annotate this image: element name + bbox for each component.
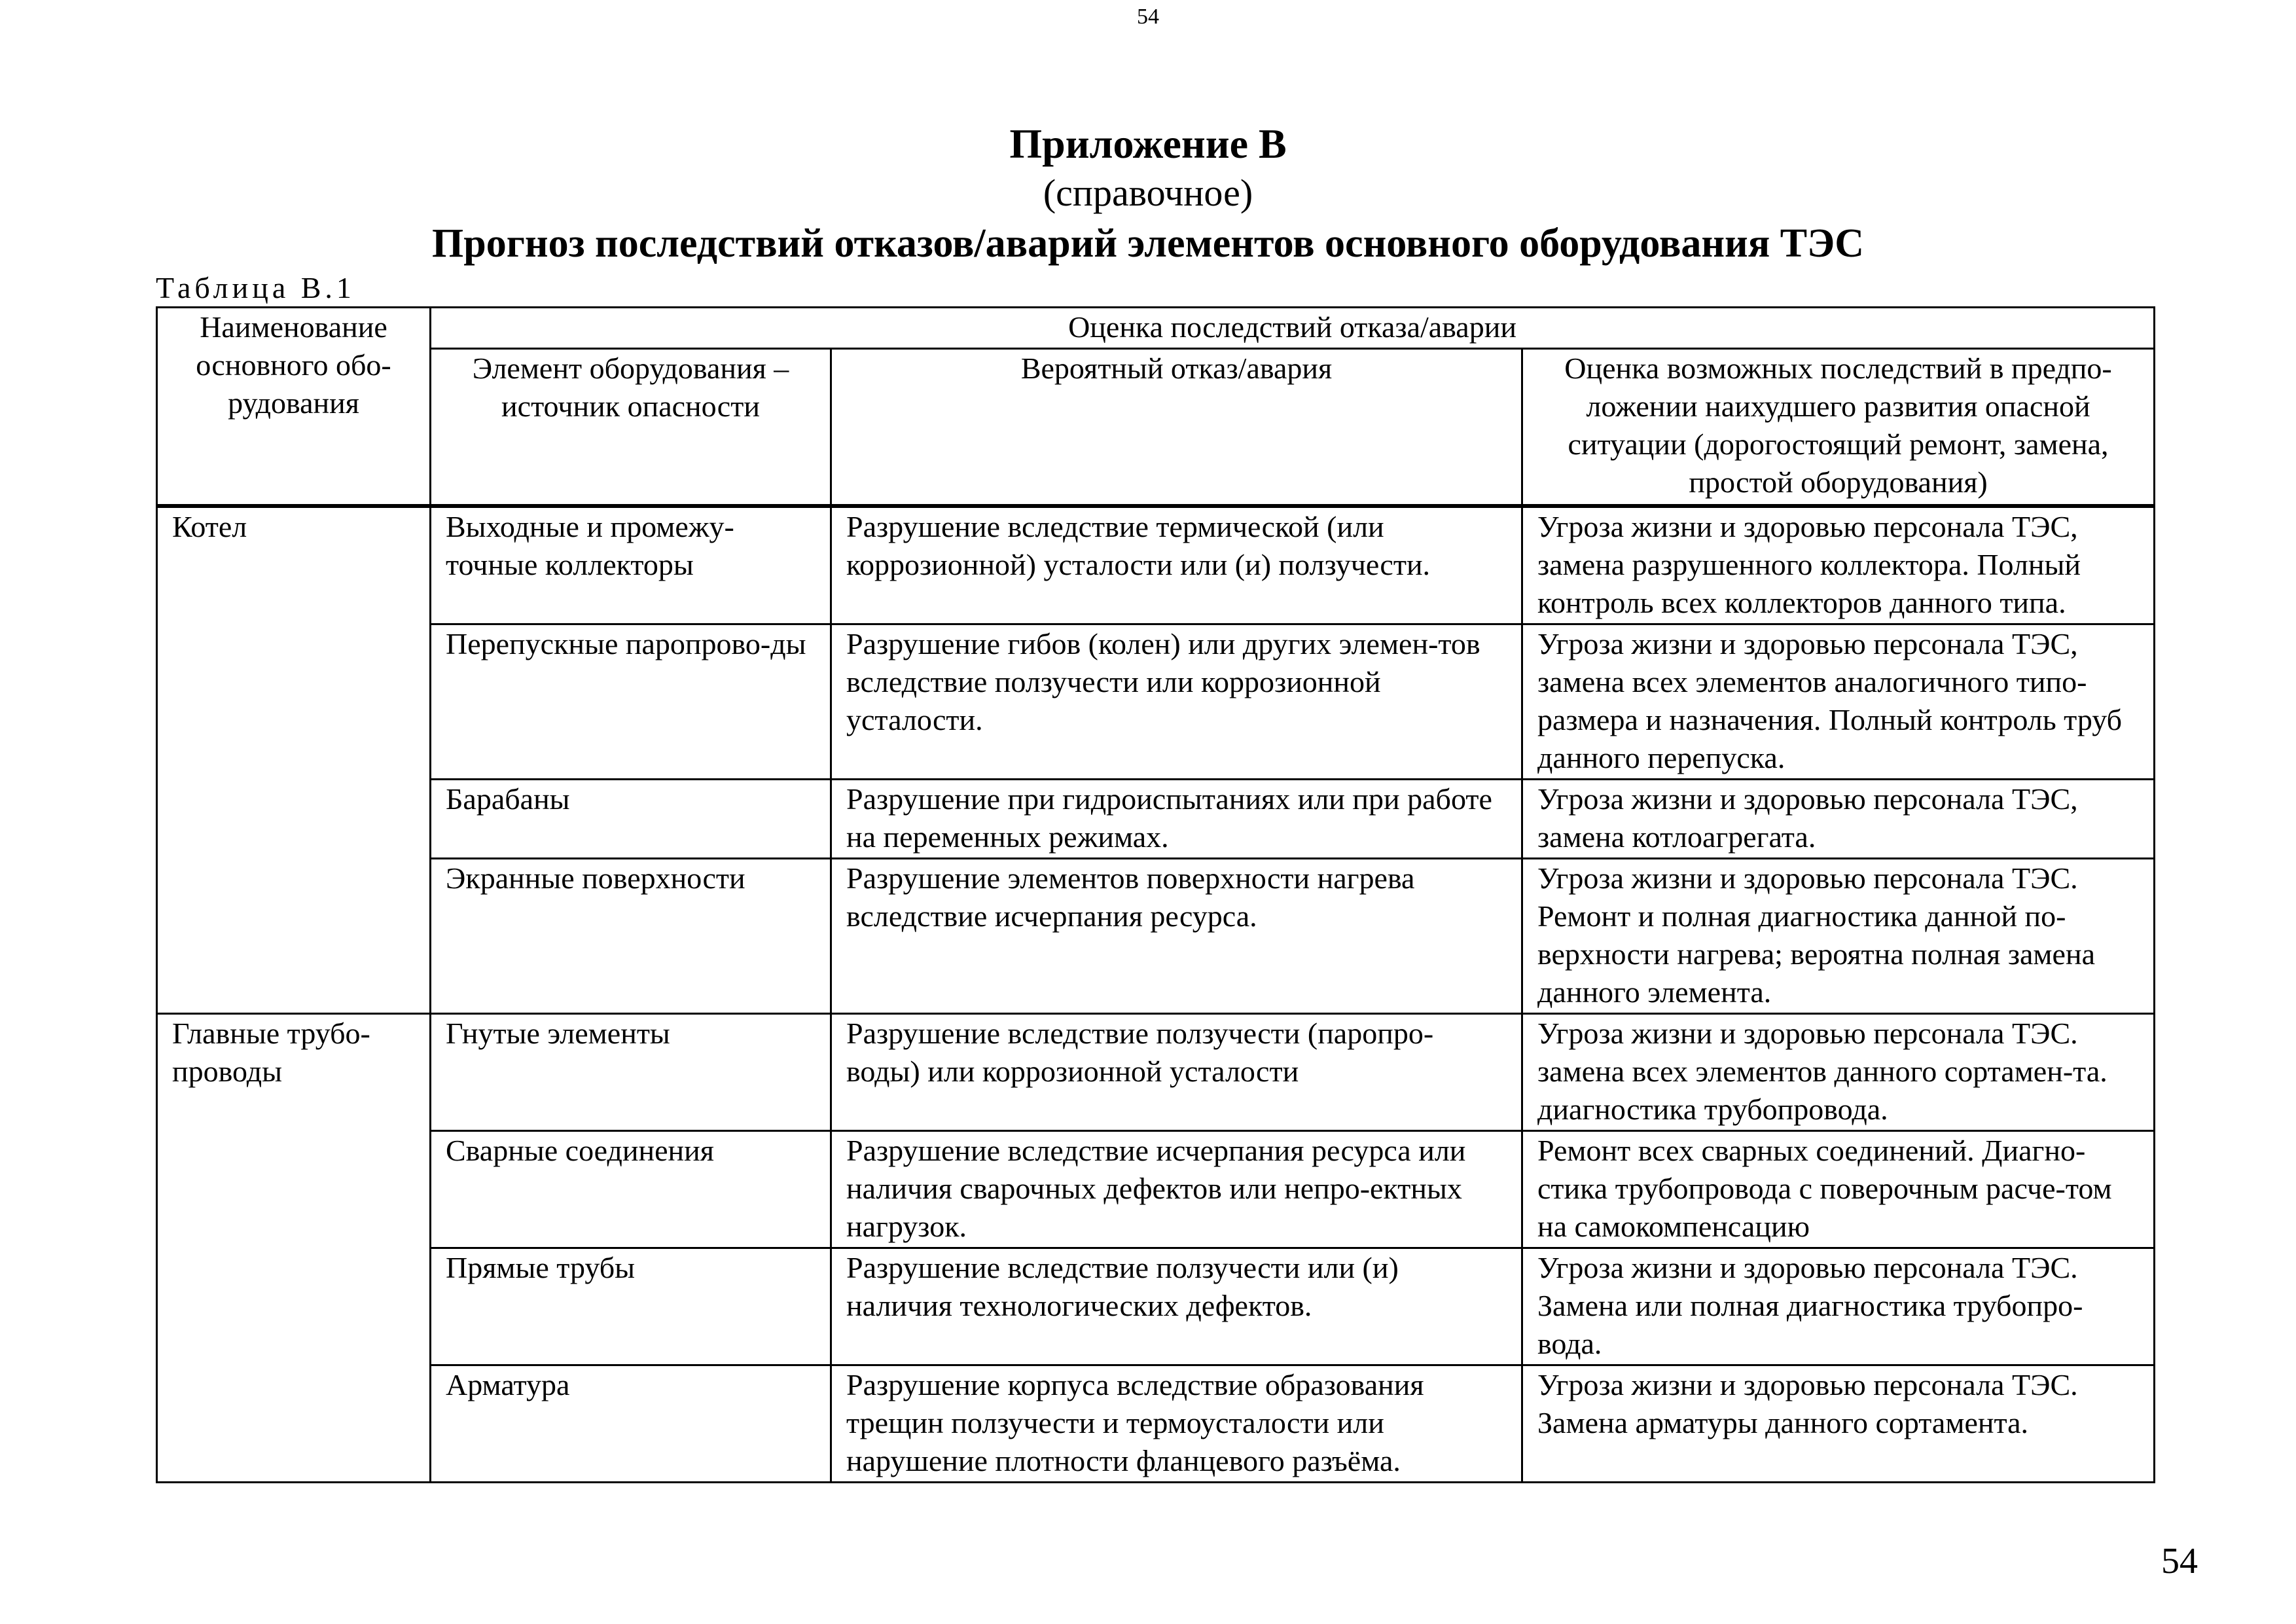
table-caption: Таблица В.1	[156, 271, 355, 304]
header-row-1	[157, 308, 2155, 349]
header-row-2	[157, 349, 2155, 507]
failure-cell: Разрушение гибов (колен) или других элемен-тов вследствие ползучести или коррозионной усталости.	[831, 624, 1522, 780]
page-number-bottom: 54	[2161, 1541, 2198, 1581]
failure-cell: Разрушение вследствие ползучести (паропро-воды) или коррозионной усталости	[831, 1014, 1522, 1131]
consequence-cell: Угроза жизни и здоровью персонала ТЭС, замена всех элементов аналогичного типо-размера и назначения. Полный контроль труб данного перепуска.	[1522, 624, 2155, 780]
failure-cell: Разрушение при гидроиспытаниях или при работе на переменных режимах.	[831, 780, 1522, 859]
consequence-cell: Угроза жизни и здоровью персонала ТЭС. Ремонт и полная диагностика данной по-верхности нагрева; вероятна полная замена данного элемента.	[1522, 859, 2155, 1014]
equipment-group-name: Главные трубо-проводы	[157, 1014, 431, 1483]
failure-cell: Разрушение корпуса вследствие образования трещин ползучести и термоусталости или нарушение плотности фланцевого разъёма.	[831, 1365, 1522, 1483]
table-row	[157, 1014, 2155, 1131]
consequence-cell: Ремонт всех сварных соединений. Диагно-стика трубопровода с поверочным расче-том на самокомпенсацию	[1522, 1131, 2155, 1248]
header-consequences: Оценка возможных последствий в предпо-ложении наихудшего развития опасной ситуации (дорогостоящий ремонт, замена, простой оборудования)	[1522, 349, 2155, 507]
header-element-source: Элемент оборудования – источник опасности	[431, 349, 831, 507]
header-equipment-name: Наименование основного обо-рудования	[157, 308, 431, 507]
failure-cell: Разрушение вследствие ползучести или (и) наличия технологических дефектов.	[831, 1248, 1522, 1365]
table-row	[157, 780, 2155, 859]
page-number-top: 54	[1137, 5, 1159, 29]
element-cell: Арматура	[431, 1365, 831, 1483]
appendix-subject: Прогноз последствий отказов/аварий элементов основного оборудования ТЭС	[432, 221, 1864, 266]
element-cell: Прямые трубы	[431, 1248, 831, 1365]
appendix-title: Приложение В	[1009, 120, 1287, 167]
table-row	[157, 506, 2155, 624]
failure-cell: Разрушение вследствие исчерпания ресурса или наличия сварочных дефектов или непро-ектных нагрузок.	[831, 1131, 1522, 1248]
consequence-cell: Угроза жизни и здоровью персонала ТЭС. Замена арматуры данного сортамента.	[1522, 1365, 2155, 1483]
table-row	[157, 1131, 2155, 1248]
table-row	[157, 624, 2155, 780]
consequence-cell: Угроза жизни и здоровью персонала ТЭС. Замена или полная диагностика трубопро-вода.	[1522, 1248, 2155, 1365]
consequence-cell: Угроза жизни и здоровью персонала ТЭС, замена разрушенного коллектора. Полный контроль всех коллекторов данного типа.	[1522, 506, 2155, 624]
appendix-type: (справочное)	[1043, 171, 1253, 214]
failure-consequence-table	[156, 306, 2155, 1483]
header-probable-failure: Вероятный отказ/авария	[831, 349, 1522, 507]
element-cell: Гнутые элементы	[431, 1014, 831, 1131]
failure-cell: Разрушение элементов поверхности нагрева вследствие исчерпания ресурса.	[831, 859, 1522, 1014]
element-cell: Барабаны	[431, 780, 831, 859]
table-row	[157, 859, 2155, 1014]
consequence-cell: Угроза жизни и здоровью персонала ТЭС. замена всех элементов данного сортамен-та. диагностика трубопровода.	[1522, 1014, 2155, 1131]
element-cell: Выходные и промежу-точные коллекторы	[431, 506, 831, 624]
consequence-cell: Угроза жизни и здоровью персонала ТЭС, замена котлоагрегата.	[1522, 780, 2155, 859]
table-row	[157, 1365, 2155, 1483]
failure-cell: Разрушение вследствие термической (или коррозионной) усталости или (и) ползучести.	[831, 506, 1522, 624]
equipment-group-name: Котел	[157, 506, 431, 1014]
element-cell: Перепускные паропрово-ды	[431, 624, 831, 780]
header-assessment-group: Оценка последствий отказа/аварии	[431, 308, 2155, 349]
element-cell: Экранные поверхности	[431, 859, 831, 1014]
element-cell: Сварные соединения	[431, 1131, 831, 1248]
table-row	[157, 1248, 2155, 1365]
